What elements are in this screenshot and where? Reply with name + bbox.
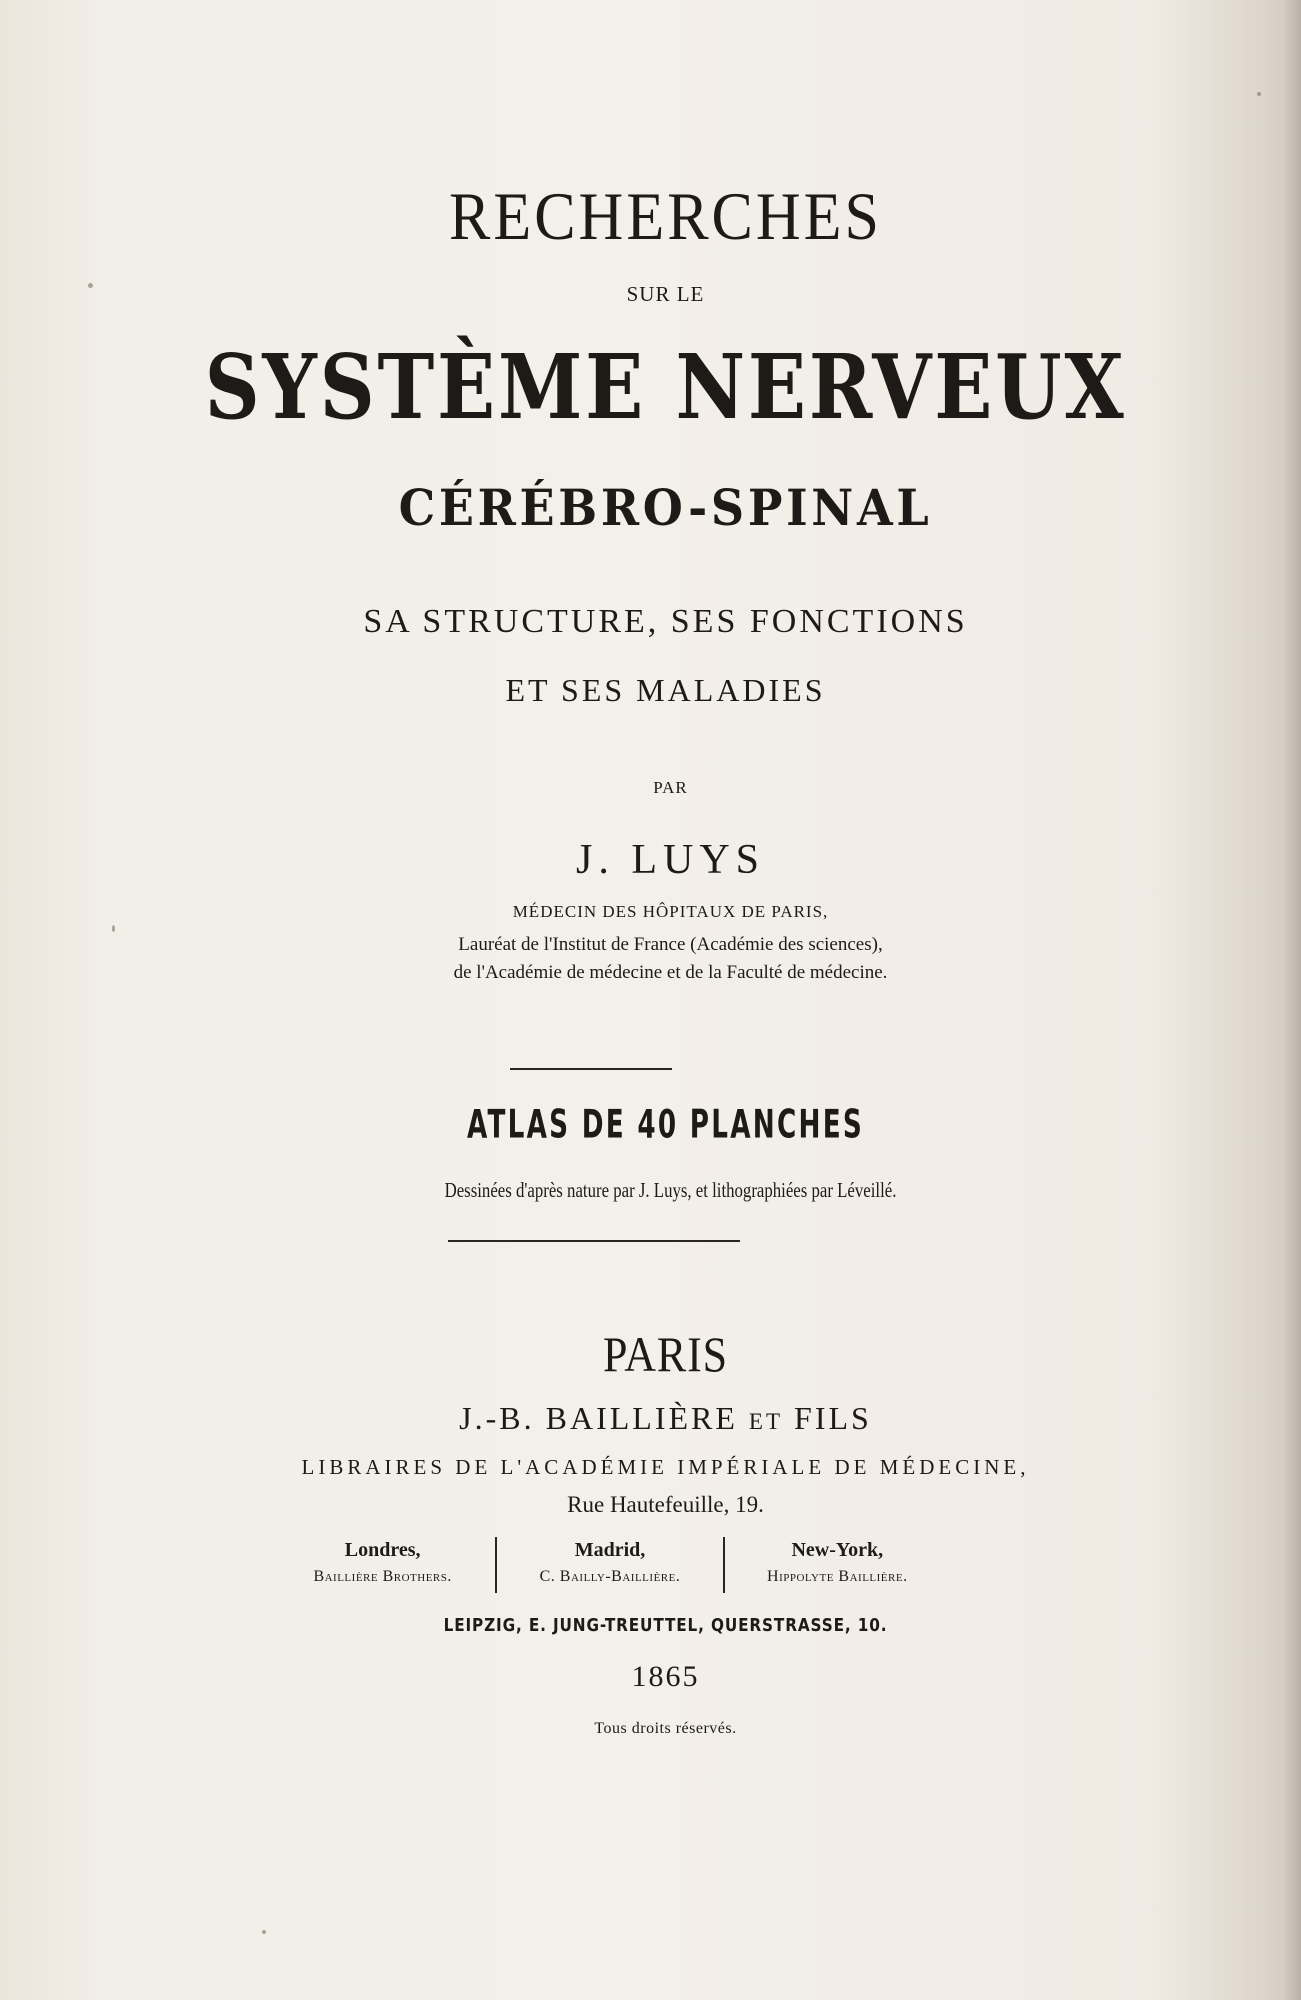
branch-london xyxy=(270,1537,497,1593)
paper-speck xyxy=(262,1930,266,1934)
title-recherches: RECHERCHES xyxy=(448,179,883,255)
branch-house-name: C. Bailly-Baillière. xyxy=(539,1568,681,1585)
divider-rule-bottom xyxy=(448,1240,740,1242)
imprint-leipzig: LEIPZIG, E. JUNG-TREUTTEL, QUERSTRASSE, 10. xyxy=(443,1615,888,1636)
subtitle-maladies: ET SES MALADIES xyxy=(505,672,826,708)
title-sur-le: SUR LE xyxy=(626,282,705,306)
imprint-address: Rue Hautefeuille, 19. xyxy=(567,1492,764,1517)
title-cerebro-spinal: CÉRÉBRO-SPINAL xyxy=(398,478,933,537)
branch-city-name: Londres, xyxy=(344,1539,421,1561)
title-systeme-nerveux: SYSTÈME NERVEUX xyxy=(204,336,1127,440)
author-credential-1: MÉDECIN DES HÔPITAUX DE PARIS, xyxy=(512,902,829,921)
imprint-publisher-role: LIBRAIRES DE L'ACADÉMIE IMPÉRIALE DE MÉDECINE, xyxy=(301,1455,1030,1479)
publisher-name: J.-B. BAILLIÈRE xyxy=(459,1400,738,1436)
branch-house-name: Hippolyte Baillière. xyxy=(767,1568,908,1585)
publisher-et: ET xyxy=(748,1409,784,1434)
subtitle-structure: SA STRUCTURE, SES FONCTIONS xyxy=(363,603,968,640)
paper-speck xyxy=(112,925,115,932)
paper-speck xyxy=(88,283,93,288)
branch-house-name: Baillière Brothers. xyxy=(313,1568,452,1585)
branch-cities xyxy=(270,1537,950,1593)
atlas-title: ATLAS DE 40 PLANCHES xyxy=(466,1102,865,1148)
author-credential-3: de l'Académie de médecine et de la Faculté de médecine. xyxy=(453,962,888,983)
divider-rule-top xyxy=(510,1068,672,1070)
author-name: J. LUYS xyxy=(575,837,766,883)
imprint-city: PARIS xyxy=(602,1326,729,1382)
branch-city-name: New-York, xyxy=(791,1539,884,1561)
imprint-publisher xyxy=(15,1400,1301,1437)
author-credential-2: Lauréat de l'Institut de France (Académie des sciences), xyxy=(458,934,883,955)
imprint-rights: Tous droits réservés. xyxy=(594,1720,737,1737)
imprint-year: 1865 xyxy=(631,1660,700,1693)
atlas-subtitle: Dessinées d'après nature par J. Luys, et lithographiées par Léveillé. xyxy=(444,1178,897,1202)
branch-madrid xyxy=(497,1537,724,1593)
author-par: PAR xyxy=(653,778,688,797)
branch-city-name: Madrid, xyxy=(574,1539,646,1561)
publisher-fils: FILS xyxy=(794,1400,872,1436)
paper-speck xyxy=(1257,92,1261,96)
branch-new-york xyxy=(725,1537,950,1593)
